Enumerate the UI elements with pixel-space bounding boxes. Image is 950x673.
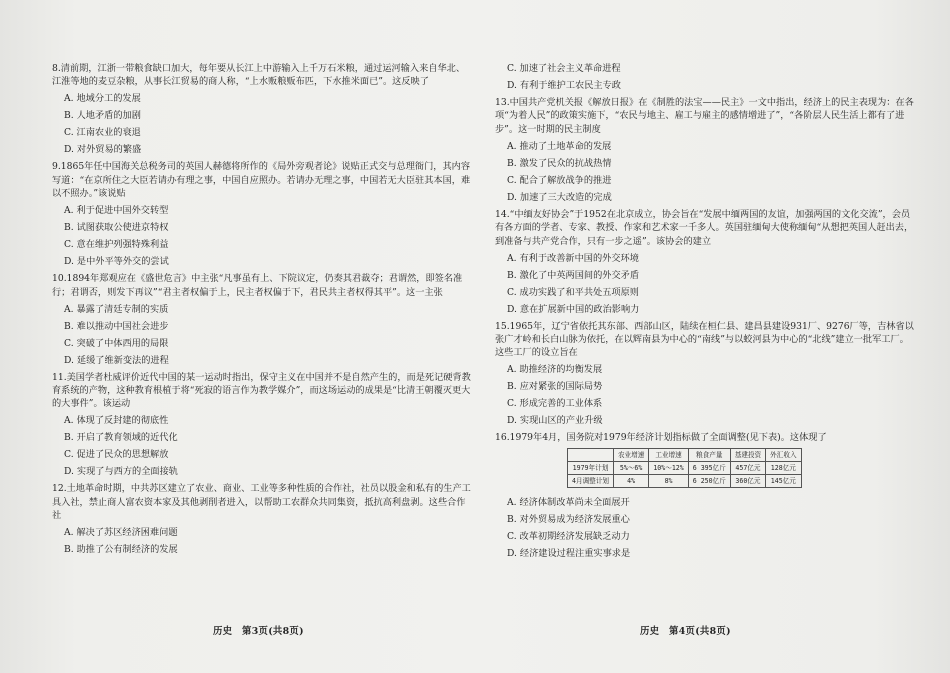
answer-option: B. 人地矛盾的加剧 (64, 110, 141, 122)
table-cell: 6 250亿斤 (688, 475, 730, 488)
right-page-column (495, 62, 915, 564)
answer-option: A. 暴露了清廷专制的实质 (64, 303, 169, 315)
question-text: 清前期，江浙一带粮食缺口加大，每年要从长江上中游输入上千万石米粮，通过运河输入来自华北、江淮等地的麦豆杂粮，从事长江贸易的商人称，“上水贩粮贩布匹，下水推米面已”。这反映了 (52, 63, 466, 88)
question-8 (52, 62, 472, 157)
answer-option: A. 利于促进中国外交转型 (64, 205, 169, 217)
left-page-column (52, 62, 472, 560)
answer-option: A. 解决了苏区经济困难问题 (64, 527, 178, 539)
answer-option: C. 加速了社会主义革命进程 (507, 63, 621, 74)
question-13 (495, 96, 915, 204)
question-text: 1894年郑观应在《盛世危言》中主张“凡事虽有上、下院议定，仍奏其君裁夺；君谓然，即签名准行；君谓否，则发下再议”“君主者权偏于上，民主者权偏于下，君民共主者权得其平”。这一主张 (52, 273, 463, 298)
table-header-cell: 基建投资 (730, 449, 765, 462)
answer-option: C. 成功实践了和平共处五项原则 (507, 286, 639, 298)
question-stem (495, 208, 915, 248)
answer-option: D. 有利于维护工农民主专政 (507, 80, 621, 91)
answer-option: B. 开启了教育领域的近代化 (64, 432, 178, 444)
question-stem (52, 62, 472, 89)
table-header-cell (568, 449, 614, 462)
question-continued (495, 62, 915, 92)
table-header-cell: 工业增速 (649, 449, 688, 462)
answer-option: B. 激发了民众的抗战热情 (507, 157, 612, 169)
question-stem (52, 482, 472, 522)
left-page-footer: 历史 第3页(共8页) (213, 626, 304, 637)
economic-plan-table (567, 448, 802, 488)
question-9 (52, 160, 472, 268)
question-text: 中国共产党机关报《解放日报》在《制胜的法宝——民主》一文中指出，经济上的民主表现为：在各项“为着人民”的政策实施下，“农民与地主、雇工与雇主的感情增进了”，“各阶层人民生活上都有了进步”。这一时期的民主制度 (495, 97, 914, 135)
answer-option: D. 加速了三大改造的完成 (507, 191, 612, 203)
question-16 (495, 431, 915, 560)
answer-option: B. 助推了公有制经济的发展 (64, 544, 178, 556)
question-text: 1865年任中国海关总税务司的英国人赫德将所作的《局外旁观者论》说贴正式交与总理衙门，其内容写道：“在京所住之大臣若请办有理之事，中国自应照办。若请办无理之事，中国若无大臣驻其本国，难以不照办。”该说贴 (52, 161, 471, 200)
answer-option: B. 激化了中英两国间的外交矛盾 (507, 269, 640, 281)
answer-option: C. 江南农业的衰退 (64, 127, 141, 139)
table-row (568, 475, 802, 488)
question-stem (495, 96, 915, 136)
question-10 (52, 272, 472, 367)
table-cell: 145亿元 (766, 475, 801, 488)
question-text: 美国学者杜威评价近代中国的某一运动时指出，保守主义在中国并不是自然产生的，而是死记硬背教育系统的产物，这种教育根植于将“死寂的语言作为教学媒介”，而这场运动的成果是“比清王朝覆灭更大的大事件”。该运动 (52, 371, 471, 410)
table-header-row (568, 449, 802, 462)
answer-option: A. 地域分工的发展 (64, 93, 141, 105)
answer-option: D. 对外贸易的繁盛 (64, 144, 142, 156)
question-number: 13. (495, 97, 510, 108)
answer-option: C. 突破了中体西用的局限 (64, 337, 169, 349)
question-number: 8. (52, 63, 61, 74)
answer-option: B. 应对紧张的国际局势 (507, 381, 603, 393)
question-text: 土地革命时期，中共苏区建立了农业、商业、工业等多种性质的合作社，社员以股金和私有的生产工具入社，禁止商人富农资本家及其他剥削者进入，以帮助工农群众共同集资，抵抗高利盘剥。这些合作社 (52, 483, 471, 522)
answer-option: D. 意在扩展新中国的政治影响力 (507, 303, 640, 315)
answer-option: D. 实现山区的产业升级 (507, 415, 603, 427)
answer-option: A. 有利于改善新中国的外交环境 (507, 252, 639, 264)
answer-option: A. 推动了土地革命的发展 (507, 140, 612, 152)
question-number: 15. (495, 320, 510, 332)
answer-option: A. 助推经济的均衡发展 (507, 364, 603, 376)
question-text: “中缅友好协会”于1952在北京成立，协会旨在“发展中缅两国的友谊，加强两国的文化交流”，会员有各方面的学者、专家、教授、作家和艺术家一千多人。英国驻缅甸大使称缅甸“从想把英国人赶出去，到准备与共产党合作，只有一步之遥”。该协会的建立 (495, 208, 914, 247)
question-stem (495, 320, 915, 360)
question-stem (52, 272, 472, 299)
table-header-cell: 外汇收入 (766, 449, 801, 462)
answer-option: C. 促进了民众的思想解放 (64, 449, 169, 461)
answer-option: B. 对外贸易成为经济发展重心 (507, 514, 630, 526)
table-cell: 8% (649, 475, 688, 488)
answer-option: B. 难以推动中国社会进步 (64, 320, 169, 332)
question-11 (52, 371, 472, 479)
table-cell: 10%～12% (649, 462, 688, 475)
table-cell: 5%～6% (613, 462, 648, 475)
table-row (568, 462, 802, 475)
question-number: 16. (495, 432, 510, 444)
answer-option: D. 延缓了维新变法的进程 (64, 354, 169, 366)
answer-option: A. 经济体制改革尚未全面展开 (507, 497, 630, 509)
table-cell: 1979年计划 (568, 462, 614, 475)
question-number: 12. (52, 483, 67, 495)
question-stem (495, 431, 915, 444)
table-cell: 457亿元 (730, 462, 765, 475)
table-cell: 360亿元 (730, 475, 765, 488)
answer-option: C. 配合了解放战争的推进 (507, 174, 612, 186)
question-14 (495, 208, 915, 316)
question-stem (52, 160, 472, 200)
answer-option: D. 经济建设过程注重实事求是 (507, 548, 631, 560)
question-number: 10. (52, 273, 67, 285)
table-cell: 4月调整计划 (568, 475, 614, 488)
table-header-cell: 粮食产量 (688, 449, 730, 462)
right-page-footer: 历史 第4页(共8页) (640, 626, 731, 637)
question-number: 9. (52, 161, 61, 173)
table-cell: 128亿元 (766, 462, 801, 475)
question-text: 1965年，辽宁省依托其东部、西部山区，陆续在桓仁县、建昌县建设931厂、9276厂等，吉林省以张广才岭和长白山脉为依托，在以辉南县为中心的“南线”与以蛟河县为中心的“北线”建立一批军工厂。这些工厂的设立旨在 (495, 320, 914, 359)
answer-option: B. 试图获取公使进京特权 (64, 222, 169, 234)
question-text: 1979年4月，国务院对1979年经济计划指标做了全面调整(见下表)。这体现了 (509, 432, 827, 444)
question-number: 11. (52, 371, 67, 383)
answer-option: C. 改革初期经济发展缺乏动力 (507, 531, 630, 543)
answer-option: D. 实现了与西方的全面接轨 (64, 466, 178, 478)
question-15 (495, 320, 915, 428)
answer-option: A. 体现了反封建的彻底性 (64, 415, 169, 427)
answer-option: D. 是中外平等外交的尝试 (64, 256, 169, 268)
table-cell: 6 395亿斤 (688, 462, 730, 475)
question-12 (52, 482, 472, 556)
answer-option: C. 意在维护列强特殊利益 (64, 239, 169, 251)
question-stem (52, 371, 472, 411)
answer-option: C. 形成完善的工业体系 (507, 398, 603, 410)
table-cell: 4% (613, 475, 648, 488)
question-number: 14. (495, 208, 510, 220)
table-header-cell: 农业增速 (613, 449, 648, 462)
